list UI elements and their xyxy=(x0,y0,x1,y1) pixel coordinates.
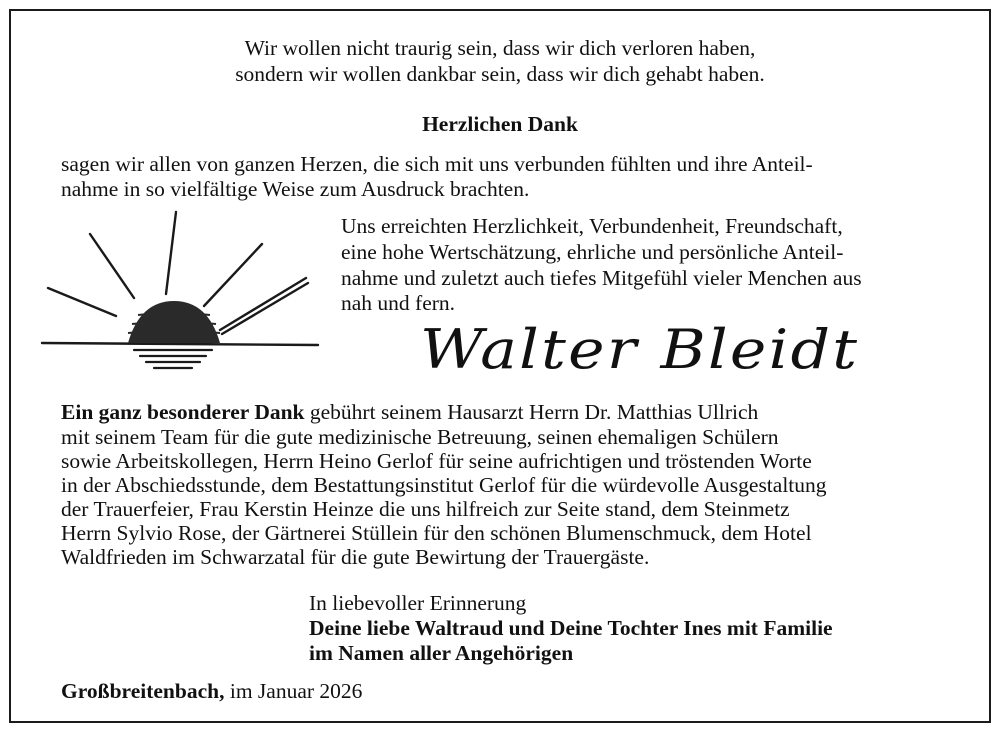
special-thanks-line-4: in der Abschiedsstunde, dem Bestattungsinstitut Gerlof für die würdevolle Ausgestaltung xyxy=(61,473,827,497)
special-thanks-line-7: Waldfrieden im Schwarzatal für die gute Bewirtung der Trauergäste. xyxy=(61,545,650,569)
special-thanks-line-5: der Trauerfeier, Frau Kerstin Heinze die uns hilfreich zur Seite stand, dem Steinmetz xyxy=(61,497,790,521)
special-thanks-line-2: mit seinem Team für die gute medizinische Betreuung, seinen ehemaligen Schülern xyxy=(61,425,779,449)
deceased-name: Walter Bleidt xyxy=(420,318,860,381)
special-thanks-lead: Ein ganz besonderer Dank xyxy=(61,400,305,424)
place: Großbreitenbach, xyxy=(61,679,225,703)
sunset-icon xyxy=(36,206,326,376)
place-date-line xyxy=(61,678,362,704)
received-line-4: nah und fern. xyxy=(341,291,456,315)
thanks-heading: Herzlichen Dank xyxy=(422,112,578,136)
received-line-2: eine hohe Wertschätzung, ehrliche und persönliche Anteil- xyxy=(341,240,844,264)
received-line-1: Uns erreichten Herzlichkeit, Verbundenheit, Freundschaft, xyxy=(341,214,843,238)
date: im Januar 2026 xyxy=(224,679,363,703)
special-thanks-line-1 xyxy=(61,399,758,425)
closing-memory: In liebevoller Erinnerung xyxy=(309,591,527,615)
intro-line-1: sagen wir allen von ganzen Herzen, die sich mit uns verbunden fühlten und ihre Anteil- xyxy=(61,152,813,176)
motto-line-2: sondern wir wollen dankbar sein, dass wir dich gehabt haben. xyxy=(235,62,765,86)
intro-line-2: nahme in so vielfältige Weise zum Ausdruck brachten. xyxy=(61,177,530,201)
closing-relatives: im Namen aller Angehörigen xyxy=(309,641,574,665)
motto-line-1: Wir wollen nicht traurig sein, dass wir dich verloren haben, xyxy=(244,36,756,60)
closing-family: Deine liebe Waltraud und Deine Tochter Ines mit Familie xyxy=(309,616,833,640)
received-line-3: nahme und zuletzt auch tiefes Mitgefühl vieler Menchen aus xyxy=(341,266,862,290)
special-thanks-line-1-rest: gebührt seinem Hausarzt Herrn Dr. Matthias Ullrich xyxy=(304,400,759,424)
special-thanks-line-3: sowie Arbeitskollegen, Herrn Heino Gerlof für seine aufrichtigen und tröstenden Worte xyxy=(61,449,812,473)
special-thanks-line-6: Herrn Sylvio Rose, der Gärtnerei Stüllein für den schönen Blumenschmuck, dem Hotel xyxy=(61,521,812,545)
